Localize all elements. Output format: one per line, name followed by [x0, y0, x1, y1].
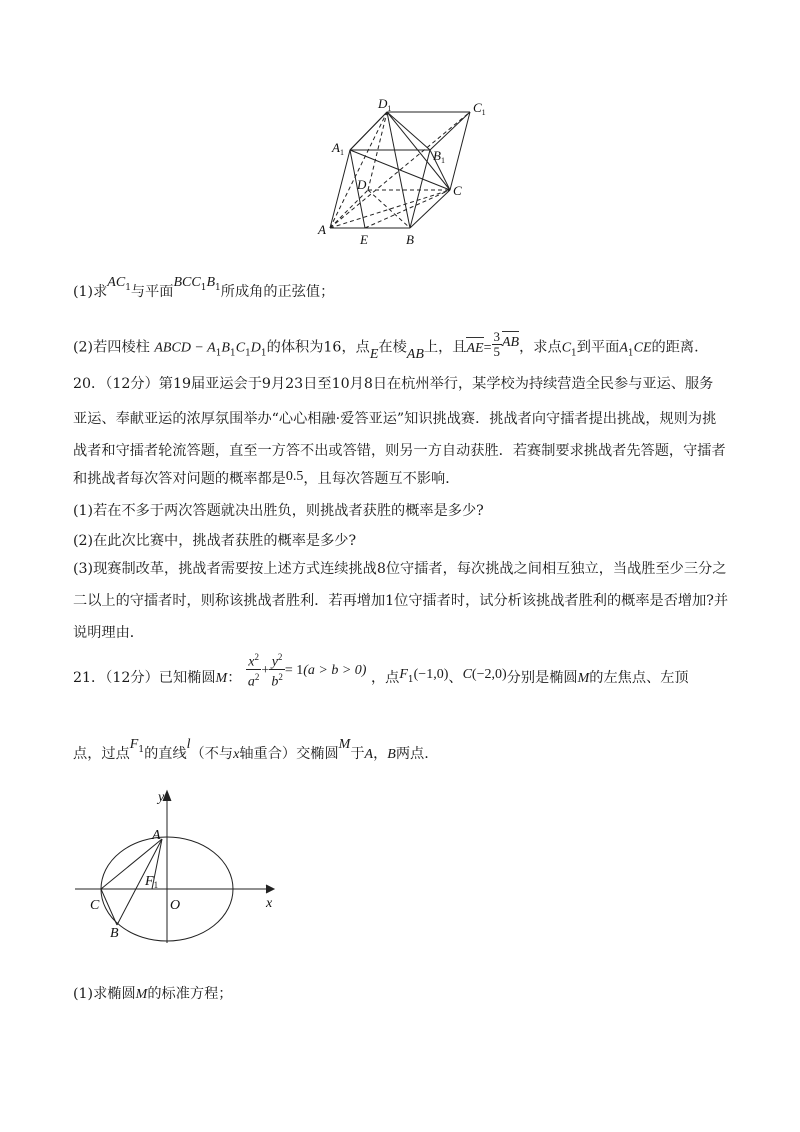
q20-part3-line1: (3)现赛制改革，挑战者需要按上述方式连续挑战8位守擂者，每次挑战之间相互独立，当战胜至少三分之	[73, 561, 727, 577]
edge-A-D1	[330, 112, 387, 228]
label-B: B	[406, 232, 414, 247]
label-A: A	[152, 828, 161, 843]
q21-line2: 点，过点$F_1$的直线l（不与x轴重合）交椭圆M于A，B两点.	[73, 737, 429, 762]
edge-A-C	[330, 190, 450, 228]
edge-D1-A	[350, 112, 387, 150]
edge-E-C	[365, 190, 450, 228]
q21-line1: 21．（12分）已知椭圆M： $\frac{x^2}{a^2}$ + $\frac{y^2}{b^2}$ = 1(a > b > 0) ，点$F_1(-1,0)$、C(−2,0)分别是椭圆M的左焦点、左顶	[73, 652, 689, 690]
label-D1: $D_1$	[378, 96, 392, 113]
ellipse-figure	[70, 785, 285, 945]
label-O: O	[170, 898, 181, 913]
edge-A-A1	[330, 150, 350, 228]
q20-line1: 20．（12分）第19届亚运会于9月23日至10月8日在杭州举行，某学校为持续营造全民参与亚运、服务	[73, 376, 714, 392]
label-D: D	[357, 177, 367, 192]
label-B: B	[110, 926, 119, 941]
q20-line2: 亚运、奉献亚运的浓厚氛围举办“心心相融·爱答亚运”知识挑战赛．挑战者向守擂者提出挑战，规则为挑	[73, 411, 717, 427]
edge-B-C	[410, 190, 450, 228]
q20-part2: (2)在此次比赛中，挑战者获胜的概率是多少?	[73, 533, 357, 549]
q20-part1: (1)若在不多于两次答题就决出胜负，则挑战者获胜的概率是多少?	[73, 503, 484, 519]
label-E: E	[360, 232, 368, 247]
q20-line4: 和挑战者每次答对问题的概率都是0.5，且每次答题互不影响．	[73, 469, 460, 487]
edge-A-D	[330, 190, 368, 228]
q19-part2: (2)若四棱柱 ABCD − $A_1B_1C_1D_1$的体积为16，点E在棱AB上，且AE= $\frac{3}{5}$ AB，求点$C_1$到平面$A_1CE$的距离.	[73, 329, 699, 362]
label-A: A	[318, 222, 326, 237]
edge-D-D1	[368, 112, 387, 190]
q20-line3: 战者和守擂者轮流答题，直至一方答不出或答错，则另一方自动获胜．若赛制要求挑战者先答题，守擂者	[73, 443, 726, 459]
label-A1: $A_1$	[332, 140, 344, 157]
label-F1: $F_1$	[145, 874, 159, 890]
label-C: C	[453, 183, 462, 198]
label-x: x	[266, 896, 273, 911]
label-C1: $C_1$	[473, 100, 486, 117]
q21-part1: (1)求椭圆M的标准方程；	[73, 986, 233, 1002]
label-C: C	[90, 898, 100, 913]
label-B1: $B_1$	[433, 148, 445, 165]
x-axis-arrow	[266, 885, 274, 893]
q20-part3-line2: 二以上的守擂者时，则称该挑战者胜利．若再增加1位守擂者时，试分析该挑战者胜利的概率是否增加?并	[73, 593, 729, 609]
label-y: y	[158, 790, 165, 805]
edge-C-C1	[450, 112, 470, 190]
line-C-B	[101, 889, 117, 925]
edge-C1-B1	[430, 112, 470, 150]
q19-part1: (1)求$AC_1$与平面$BCC_1B_1$所成角的正弦值；	[73, 275, 335, 300]
prism-figure	[310, 92, 490, 252]
q20-part3-line3: 说明理由．	[73, 625, 144, 641]
